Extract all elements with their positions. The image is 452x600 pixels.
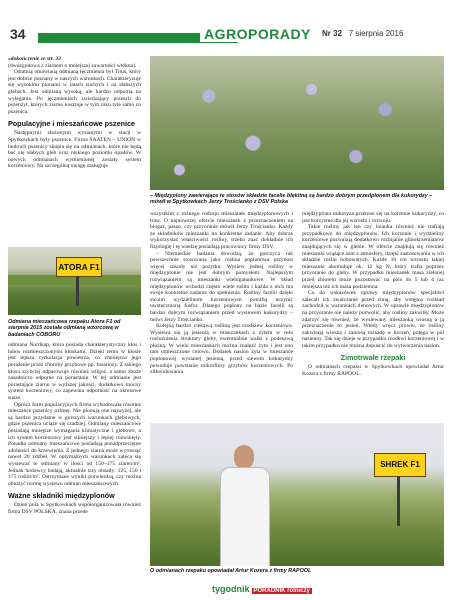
variety-sign: SHREK F1: [374, 453, 426, 477]
column-3: [302, 211, 444, 378]
column-1: [8, 56, 141, 170]
atora-photo: [8, 247, 141, 315]
paragraph: Kolejną bardzo ciekawą rośliną jest rzodkiew korzeniowa. Wysiewa się ją jesienią w mieszankach z żytem w celu rozluźnienia struktury gleby, ewentualnie walki z podeszwą płużną. W wielu mieszankach można znaleźć żyto i jest ono tam umieszczone celowo. Dodatek nasion żyta w mieszance poplonowej wysianej jesienią, przed siewem kukurydzy powoduje powstanie mikroflory grzybów korzeniowych. Po zlikwidowaniu: [150, 323, 293, 376]
person-shirt: [220, 467, 270, 566]
section-title: AGROPORADY: [200, 26, 315, 42]
subheading: Zimotrwałe rzepaki: [340, 353, 406, 363]
phacelia-photo: [150, 56, 444, 190]
issue-info: [322, 29, 403, 38]
photo-caption: O odmianach rzepaku opowiadał Artur Kozera z firmy RAPOOL: [150, 568, 312, 574]
issue-number: Nr 32: [322, 29, 343, 38]
paragraph: – Niemieckie badania dowodzą, że gorczyca tak powszechnie stosowana jako roślina poplonowa przynosi więcej szkody niż pożytku. Wysiew jednej rośliny w międzyplonie nie jest dobrym pomysłem. Najlepszym rozwiązaniem są mieszanki wielogatunkowe. W skład międzyplonów wchodzi często wiele roślin i każda z nich ma swoje konkretne zadanie do spełnienia. Rośliny facelii dzięki swoim wydzielinom korzeniowym potrafią uczynić uwstecznioną fosfor. Dlatego poplony na bazie facelii są bardzo dobrym rozwiązaniem przed wysiewem kukurydzy – mówi Jerzy Trościanko.: [150, 250, 293, 323]
paragraph: Co do wskazówek uprawy międzyplonów specjaliści zalecali ich zwalczanie przed zimą, aby wstępny rozkład zachodził w warunkach tlenowych. W uprawie międzyplonów na przyoranie nie należy pozwolić, aby rośliny zakwitły. Może zdarzyć się również, że wysiewany mieszanką wiosną a ją przeznaczenie to jesień. Wtedy wręcz prowie, że rośliny zakwitają wiosną i zaniosą rozsadę w korzeń, potęga w pól nasienny. Tak się dzieje w przypadku rzodkwi korzeniowej i w takim przypadku nie można dopuścić do wytworzenia nasion.: [302, 290, 444, 349]
paragraph: wszystkim z różnego rodzaju mieszanek międzyplonowych i traw. O najnowszej ofercie mieszanek z przeznaczeniem na biogaz, pasze, czy przyoranie mówił Jerzy Trościanko. Każdy ze składników mieszanki na konkretne zadanie. Aby dobrze wykorzystać właściwości rośliny, trzeba znać dokładnie ich fizjologię i tę wiedzę posiadają pracownicy firmy DSV.: [150, 211, 293, 250]
subheading: Populacyjne i mieszańcowe pszenice: [8, 119, 136, 129]
paragraph: Oprócz form populacyjnych firma wyhodowała również mieszańce pszenicy ozimej. Nie plonują one najwyżej, ale są bardzo przydatne w gorszych warunkach glebowych, gdzie pszenica uciąże się rzadziej. Odmiany mieszańcowe posiadają mniejsze wymagania klimatyczne i glebowe, a ich system korzeniowy jest silniejszy i lepiej rozwinięty. Ponadto odmiany mieszańcowe posiadają ponadprzeciętne zdolności do krzewienia. Z jednego ziarna może wyrosnąć nawet 20 źdźbeł. W optymalnych warunkach zaleca się wysiewać te odmiany w ilości od 150–175 ziaren/m². Jednak hodowcy badają, aktualnie trzy obsady: 125, 150 i 175 roślin/m². Ostrzymane wyniki potwierdzą, czy można obniżyć normę wysiewu odmian mieszańcowych.: [8, 401, 141, 487]
variety-sign: ATORA F1: [56, 257, 102, 277]
footer-badge: PORADNIK rolniczy: [253, 588, 310, 594]
paragraph: Ostatnią omawianą odmianą łęczmienia był Titus, który jest dobrze poznany w naszych warunkach. Charakteryzuje się wysokimi plonami w latach suchych i na słabszych glebach. Jest odmianą wysoką, ale bardzo odporną na wyleganie. Po jęczmieniach zwiedzający przeszli do pszenżyt, których ziarno kosztuje w tym roku tyle samo co pszenica.: [8, 69, 141, 115]
paragraph: Takie rośliny jak len czy lnianka również nie trafiają przypadkowo do międzyplonów. Ich korzenie i wydzieliny korzeniowe pozwalają dodatkowo rozbijanie glinokrzemianów znajdujących się w glebie. W ofercie znajdują się również mieszanki wiążące azot z atmosfery, dzięki zastosowaniu w ich składzie roślin bobowatych. Każde 10 cm wzrostu takiej mieszanki akumuluje ok. 12 kg N, który trafia poprzez przyoranie do gleby. W przypadku mieszanek masa zielonej przed zbiorem może pozostawać na polu do 5 lub 4 raz mniejsza niż ich masa podziemna.: [302, 224, 444, 290]
photo-caption: – Międzyplony zawierające te stosów składzie facelie błękitną są bardzo dobrym przedplonem dla kukurydzy – mówił w Spytkowkach Jerzy Trościanko z DSV Polska: [150, 193, 433, 206]
photo-caption: Odmiana mieszańcowa rzepaku Atora F1 od sierpnia 2015 została odmianą wzorcową w badaniach COBORU: [8, 319, 121, 338]
subheading: Ważne składniki międzyplonów: [8, 491, 115, 501]
continued-note: »dokończenie ze str. 33: [8, 56, 61, 62]
column-2: [150, 211, 293, 376]
paragraph: międzyplonu mikoryza przenosi się na korzenie kukurydzy, co jest korzystne dla jej wzrostu i rozwoju.: [302, 211, 444, 224]
paragraph: O odmianach rzepaku w Spytkowkach opowiadał Artur Kozera z firmy RAPOOL.: [302, 364, 444, 378]
paragraph: odmiana Nordkap, która posiada charakterystyczny kłos i lubos rozmieszczonymi kłoskami. Dzięki temu w kłosie jest lepsza cyrkulacja powietrza, co zmniejsza jego porażenie przez choroby grzybowe pp. fusariozy. Z takiego kłosu szybciej odparowuje również wilgoć, a samo zboże zasadniczo odporne na porastanie. W tej odmianie jest porastające ziarno w wyższej jakości, dodatkowo mocny system korzeniowy, co zapewnia odporność na okresowe susze.: [8, 342, 141, 401]
footer-brand: tygodnik: [212, 584, 250, 594]
paragraph: (dwuzgodowa z ziarnem o mniejszej zawartości włókna).: [8, 62, 137, 69]
page-header: [0, 28, 452, 50]
sign-post: [397, 476, 400, 526]
rapool-photo: [150, 423, 444, 566]
footer-logo: [212, 584, 312, 594]
paragraph: Następnymi złożonymi wysianymi w stacji w Spytkowkach były pszenice. Firma SAATEN – UNION w hodowli pszenicy skupia się na odmianach, które nie będą bać się słabych gleb oraz niskiego poziomu opadów. W nowych odmianach wymienionej zostały system korzeniowy. Na szczególną uwagę zasługuje: [8, 130, 141, 170]
flower-texture: [150, 56, 444, 190]
column-1-lower: [8, 319, 141, 515]
paragraph: Dzień pola w Spytkowkach współorganizowała również firma DSV POLSKA, znana przede: [8, 502, 141, 515]
person-head: [234, 445, 254, 469]
page-number: 34: [10, 26, 26, 42]
sign-post: [76, 276, 79, 306]
issue-date: 7 sierpnia 2016: [348, 29, 404, 38]
